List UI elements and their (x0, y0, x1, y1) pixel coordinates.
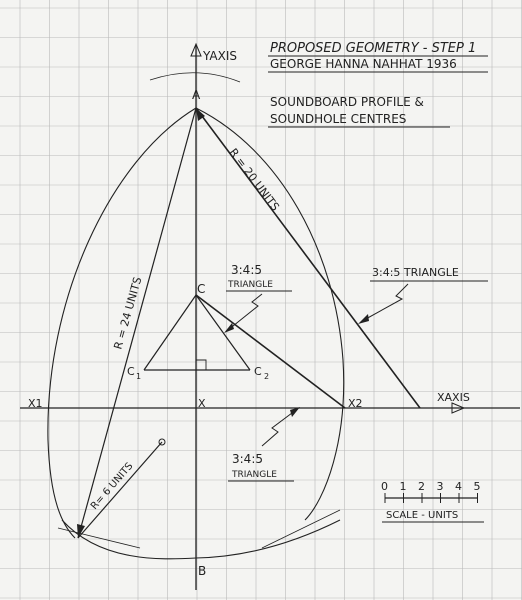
right-leader-arrow-icon (358, 314, 369, 324)
point-x2-label: X2 (348, 397, 363, 410)
right-angle-marker (196, 360, 206, 370)
lower-triangle-leader (262, 410, 296, 446)
lower-triangle-ratio: 3:4:5 (232, 452, 263, 466)
point-c2-subscript: 2 (264, 372, 270, 381)
point-c2-label: C (254, 365, 262, 378)
bottom-tangent-right (262, 510, 340, 548)
scale-label: SCALE - UNITS (386, 510, 459, 521)
scale-tick-label: 1 (399, 480, 407, 493)
r6-label: R= 6 UNITS (88, 460, 136, 512)
r24-label: R = 24 UNITS (111, 275, 145, 351)
point-x1-label: X1 (28, 397, 43, 410)
right-triangle-ratio: 3:4:5 TRIANGLE (372, 266, 459, 279)
scale-tick-label: 0 (381, 480, 388, 493)
right-triangle-leader (364, 284, 408, 320)
triangle-c-x2-hypotenuse (196, 295, 345, 408)
bottom-tangent-left (58, 528, 140, 548)
point-x-label: X (198, 397, 206, 410)
upper-triangle-leader (228, 294, 262, 330)
x-axis-label: XAXIS (437, 391, 470, 404)
scale-tick-label: 5 (473, 480, 481, 493)
y-axis-label: YAXIS (203, 49, 237, 63)
r20-label: R = 20 UNITS (226, 145, 282, 214)
scale-bar (381, 480, 481, 503)
point-a-label: A (192, 88, 201, 102)
title-line-4: SOUNDHOLE CENTRES (270, 112, 407, 126)
point-c1-subscript: 1 (136, 372, 142, 381)
point-c-label: C (197, 282, 206, 296)
title-line-3: SOUNDBOARD PROFILE & (270, 95, 424, 109)
upper-triangle-ratio: 3:4:5 (231, 263, 262, 277)
right-profile-arc-r20 (196, 108, 344, 520)
title-line-2: GEORGE HANNA NAHHAT 1936 (270, 57, 457, 71)
upper-leader-arrow-icon (224, 323, 234, 333)
radius-line-r24 (78, 108, 196, 538)
lower-triangle-word: TRIANGLE (232, 470, 277, 480)
point-c1-label: C (127, 365, 135, 378)
point-b-label: B (198, 564, 207, 578)
scale-tick-label: 2 (418, 480, 425, 493)
scale-tick-label: 3 (436, 480, 444, 493)
upper-triangle-word: TRIANGLE (228, 280, 273, 290)
scale-tick-label: 4 (455, 480, 462, 493)
title-line-1: PROPOSED GEOMETRY - STEP 1 (270, 41, 477, 56)
